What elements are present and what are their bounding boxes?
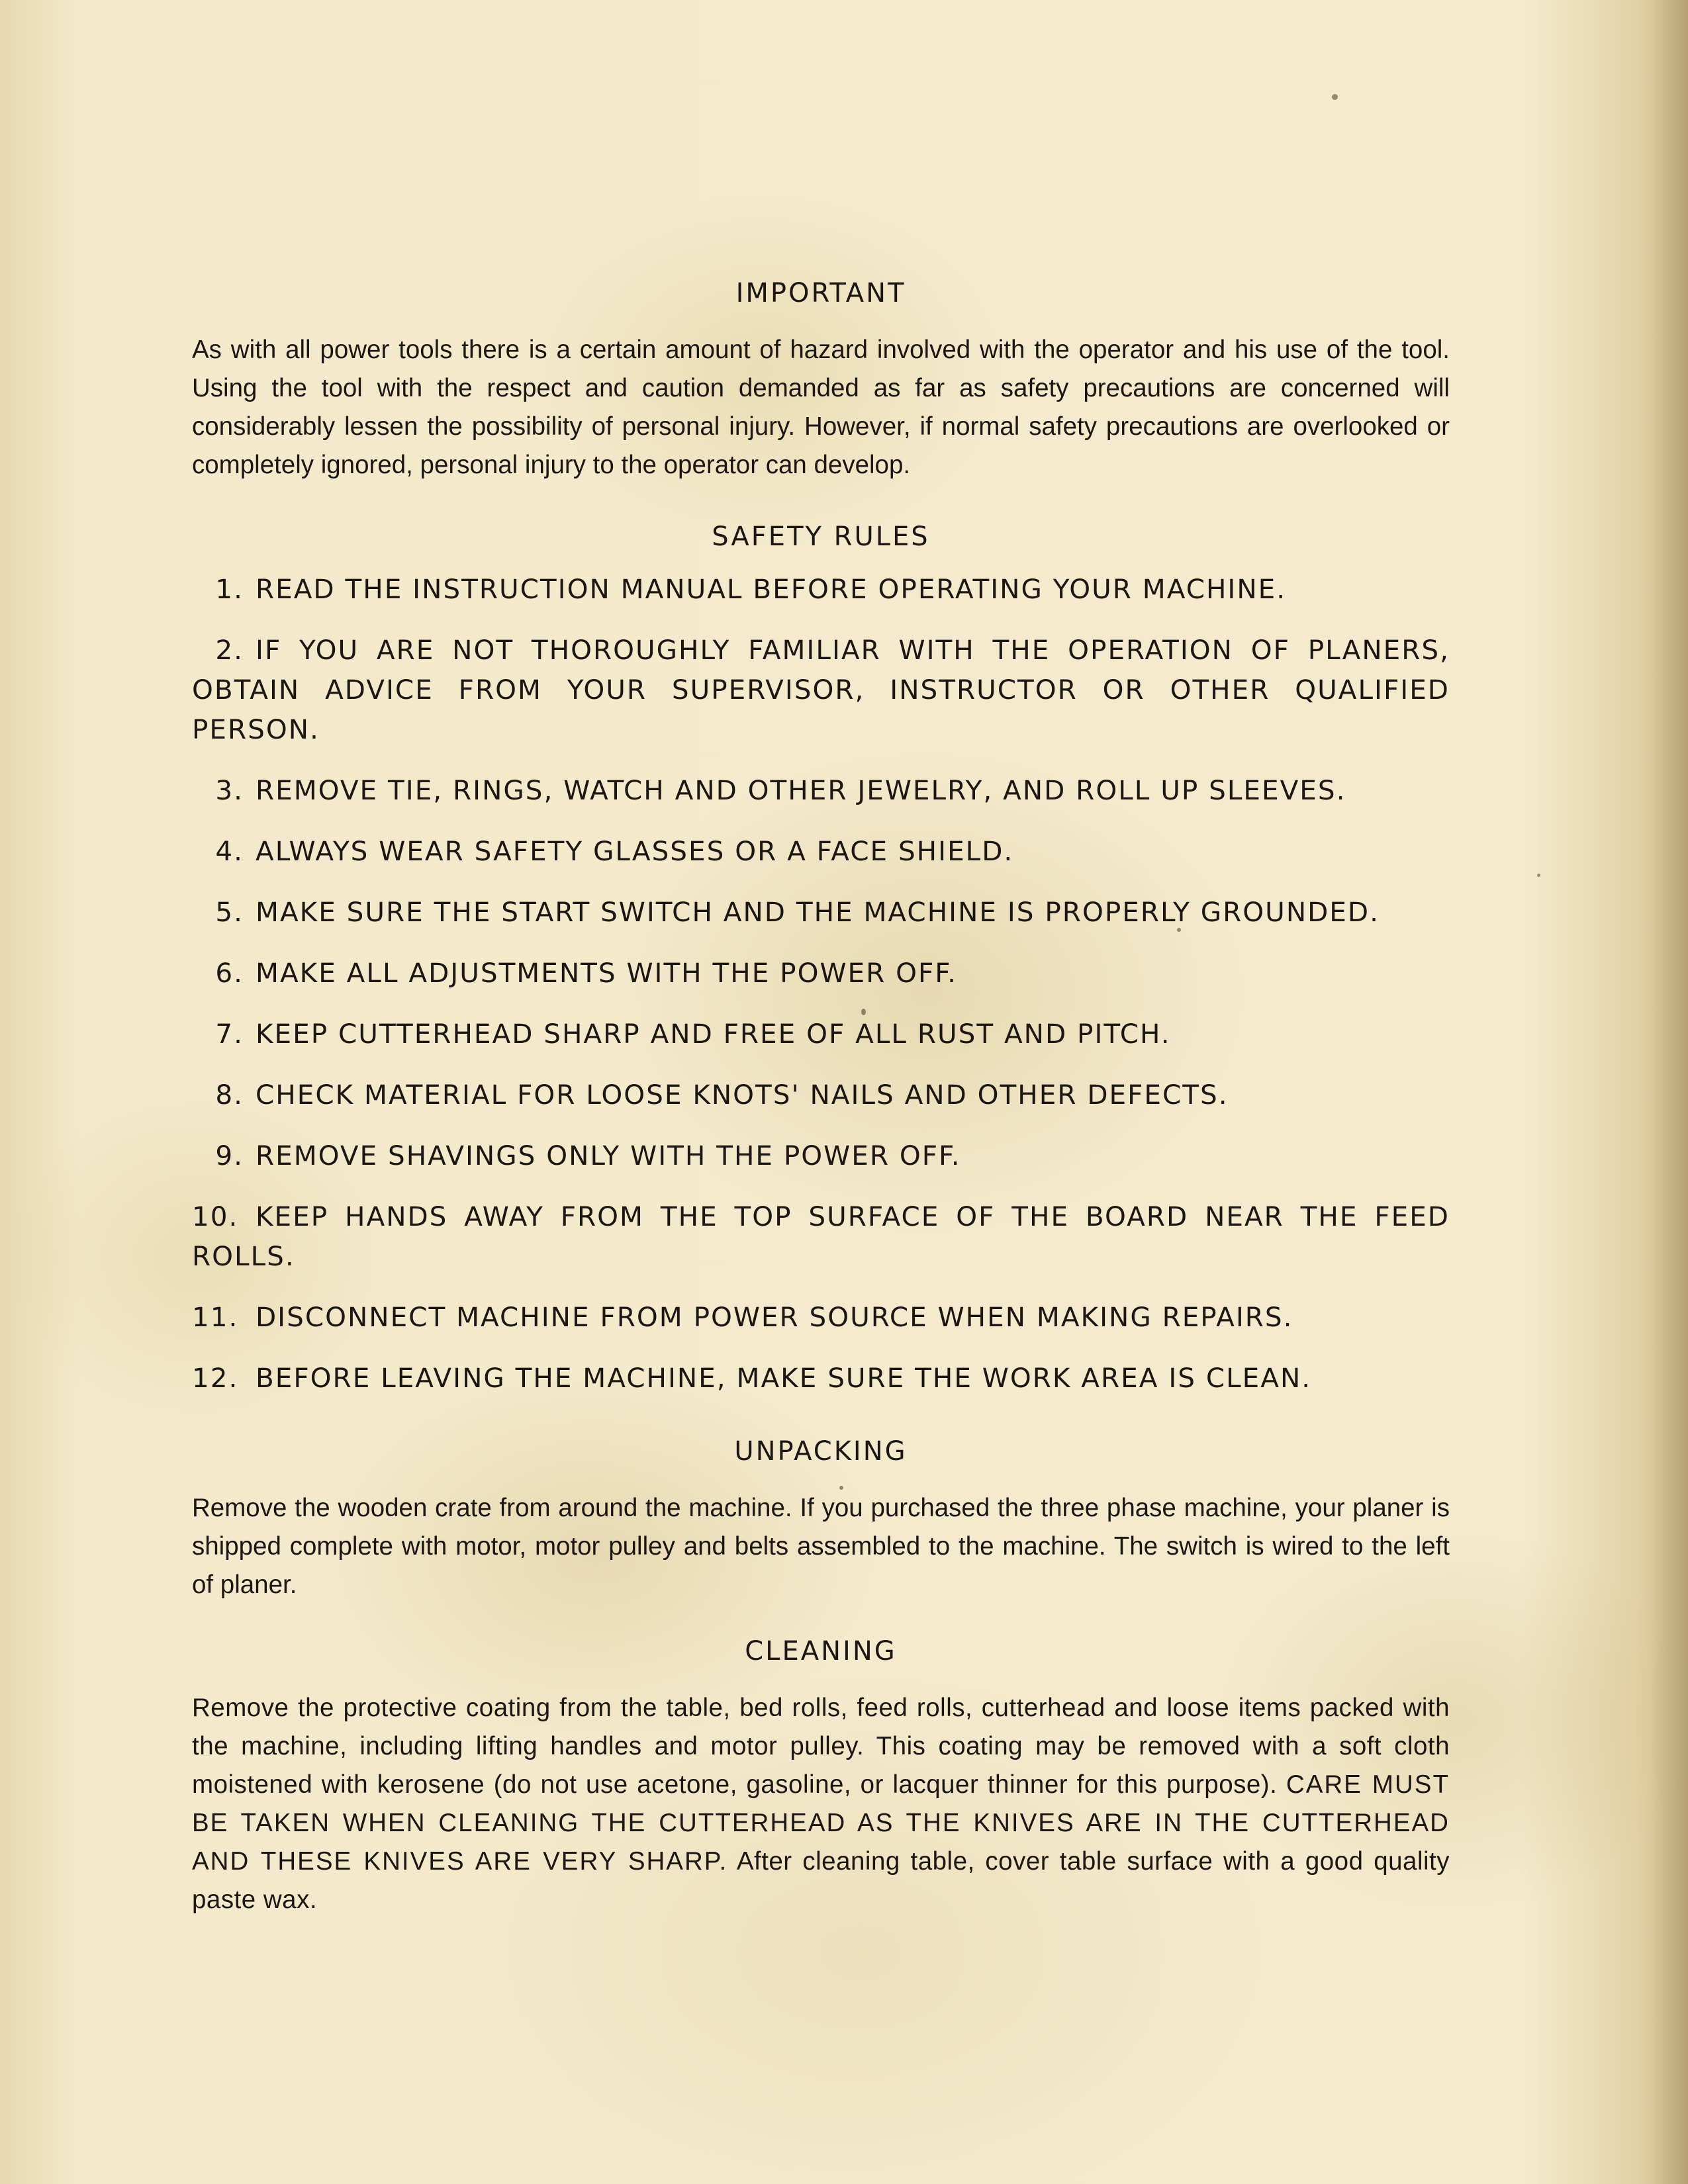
rule-text: REMOVE TIE, RINGS, WATCH AND OTHER JEWELRY, AND ROLL UP SLEEVES.	[256, 774, 1346, 806]
rule-text: MAKE ALL ADJUSTMENTS WITH THE POWER OFF.	[256, 957, 957, 989]
unpacking-heading: UNPACKING	[734, 1436, 908, 1467]
rule-text: REMOVE SHAVINGS ONLY WITH THE POWER OFF.	[256, 1140, 961, 1171]
safety-rules-heading: SAFETY RULES	[712, 522, 930, 552]
rule-text: IF YOU ARE NOT THOROUGHLY FAMILIAR WITH THE OPERATION OF PLANERS, OBTAIN ADVICE FROM YOUR SUPERVISOR, INSTRUCTOR OR OTHER QUALIFIED PERSON.	[192, 634, 1450, 745]
safety-rule-item	[192, 1136, 1450, 1175]
cleaning-caution-text: CARE MUST BE TAKEN WHEN CLEANING THE CUTTERHEAD AS THE KNIVES ARE IN THE CUTTERHEAD AND THESE KNIVES ARE VERY SHARP.	[192, 1770, 1450, 1876]
safety-rule-item	[192, 831, 1450, 871]
rule-number: 4.	[215, 835, 244, 867]
rule-number: 9.	[215, 1140, 244, 1171]
rule-number: 7.	[215, 1018, 244, 1050]
important-heading: IMPORTANT	[735, 278, 906, 308]
rule-number: 8.	[215, 1079, 244, 1111]
rule-text: BEFORE LEAVING THE MACHINE, MAKE SURE THE WORK AREA IS CLEAN.	[256, 1362, 1312, 1394]
safety-rule-item	[192, 1297, 1450, 1337]
safety-rule-item	[192, 1358, 1450, 1398]
safety-rule-item	[192, 1075, 1450, 1115]
rule-text: READ THE INSTRUCTION MANUAL BEFORE OPERATING YOUR MACHINE.	[256, 573, 1287, 605]
unpacking-paragraph: Remove the wooden crate from around the machine. If you purchased the three phase machine, your planer is shipped complete with motor, motor pulley and belts assembled to the machine. The switch is wired to the left of planer.	[192, 1494, 1450, 1599]
safety-rules-list	[192, 569, 1450, 1398]
rule-text: KEEP HANDS AWAY FROM THE TOP SURFACE OF THE BOARD NEAR THE FEED ROLLS.	[192, 1201, 1450, 1272]
page-edge-shadow	[1648, 0, 1688, 2184]
rule-text: KEEP CUTTERHEAD SHARP AND FREE OF ALL RUST AND PITCH.	[256, 1018, 1171, 1050]
paper-speck	[1332, 94, 1338, 100]
safety-rule-item	[192, 1197, 1450, 1276]
rule-text: CHECK MATERIAL FOR LOOSE KNOTS' NAILS AND OTHER DEFECTS.	[256, 1079, 1229, 1111]
manual-page	[192, 278, 1450, 1919]
paper-speck	[1537, 874, 1540, 877]
rule-number: 6.	[215, 957, 244, 989]
rule-text: DISCONNECT MACHINE FROM POWER SOURCE WHEN MAKING REPAIRS.	[256, 1301, 1293, 1333]
safety-rule-item	[192, 892, 1450, 932]
rule-number: 3.	[215, 774, 244, 806]
cleaning-end-text: After cleaning table, cover table surface with a good quality paste wax.	[192, 1847, 1450, 1914]
important-paragraph: As with all power tools there is a certain amount of hazard involved with the operator and his use of the tool. Using the tool with the respect and caution demanded as far as safety precautions are concerned will considerably lessen the possibility of personal injury. However, if normal safety precautions are overlooked or completely ignored, personal injury to the operator can develop.	[192, 336, 1450, 479]
safety-rule-item	[192, 630, 1450, 749]
rule-number: 11.	[192, 1301, 239, 1333]
rule-number: 12.	[192, 1362, 239, 1394]
rule-text: ALWAYS WEAR SAFETY GLASSES OR A FACE SHIELD.	[256, 835, 1014, 867]
rule-number: 2.	[215, 634, 244, 666]
cleaning-paragraph	[192, 1689, 1450, 1919]
safety-rule-item	[192, 770, 1450, 810]
cleaning-heading: CLEANING	[745, 1636, 897, 1666]
rule-text: MAKE SURE THE START SWITCH AND THE MACHINE IS PROPERLY GROUNDED.	[256, 896, 1380, 928]
rule-number: 5.	[215, 896, 244, 928]
cleaning-intro-text: Remove the protective coating from the table, bed rolls, feed rolls, cutterhead and loose items packed with the machine, including lifting handles and motor pulley. This coating may be removed with a soft cloth moistened with kerosene (do not use acetone, gasoline, or lacquer thinner for this purpose).	[192, 1694, 1450, 1799]
rule-number: 1.	[215, 573, 244, 605]
safety-rule-item	[192, 569, 1450, 609]
safety-rule-item	[192, 1014, 1450, 1054]
safety-rule-item	[192, 953, 1450, 993]
rule-number: 10.	[192, 1201, 239, 1232]
